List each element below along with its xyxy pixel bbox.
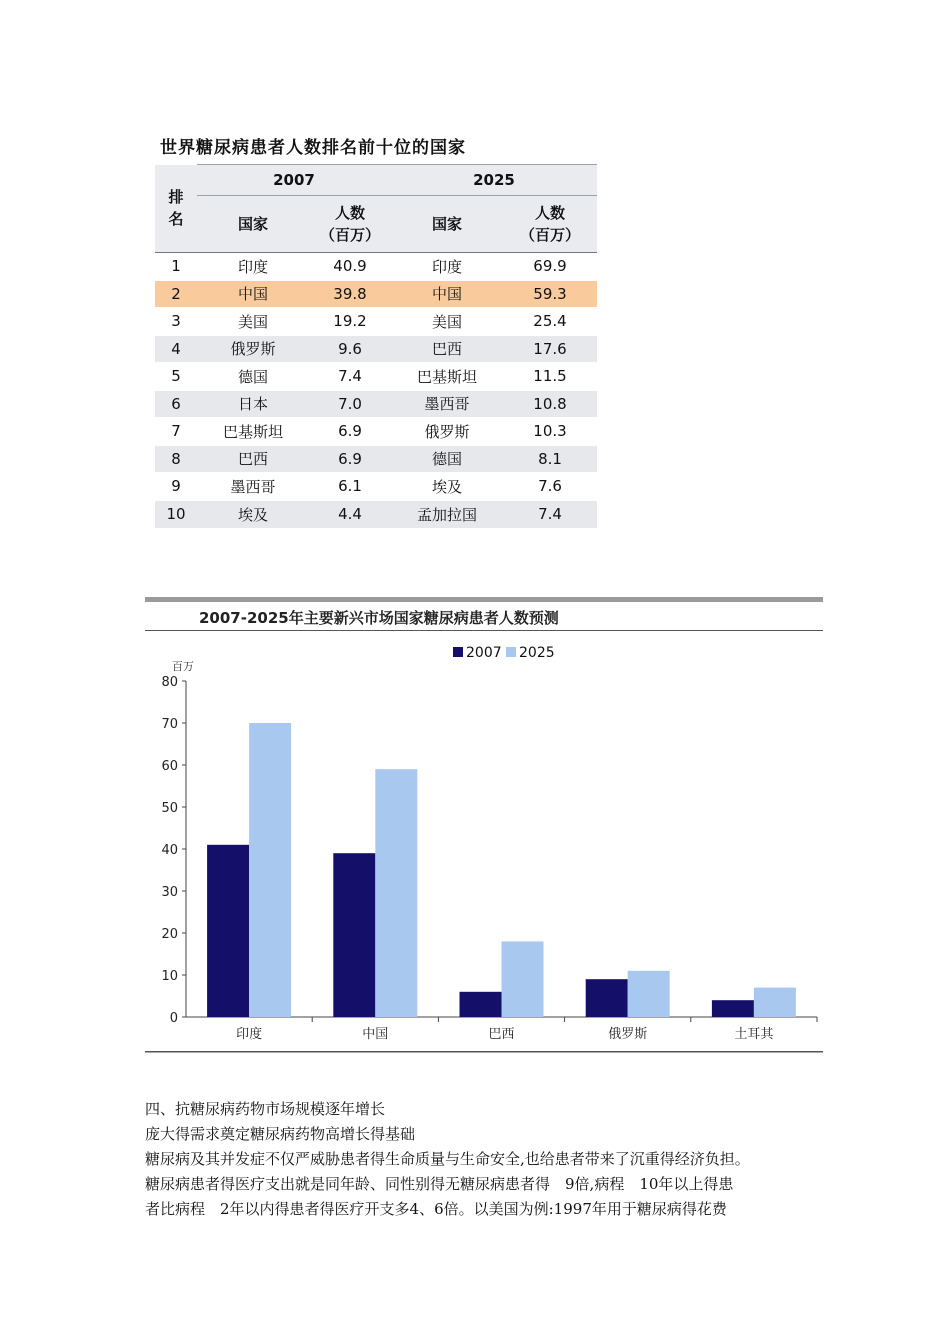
bar-2025: [249, 723, 291, 1017]
y-tick-label: 20: [161, 927, 178, 942]
paragraph-line-3: 者比病程 2年以内得患者得医疗开支多4、6倍。以美国为例:1997年用于糖尿病得花费: [145, 1200, 727, 1218]
count-header-2025: [503, 196, 597, 253]
bar-2007: [586, 979, 628, 1017]
country-header-2025: 国家: [391, 196, 503, 253]
section-subheading: 庞大得需求奠定糖尿病药物高增长得基础: [145, 1125, 416, 1143]
country-2025-cell: 德国: [391, 445, 503, 473]
value-2025-cell: 59.3: [503, 280, 597, 308]
y-axis-label: 百万: [172, 660, 194, 673]
country-2007-cell: 印度: [197, 253, 309, 281]
country-2025-cell: 墨西哥: [391, 390, 503, 418]
x-tick-label: 印度: [236, 1027, 263, 1042]
x-tick-label: 土耳其: [734, 1027, 774, 1042]
table-row: [155, 308, 597, 336]
value-2007-cell: 40.9: [309, 253, 391, 281]
y-tick-label: 10: [161, 969, 178, 984]
country-2025-cell: 巴基斯坦: [391, 363, 503, 391]
x-tick-label: 巴西: [488, 1027, 515, 1042]
section-heading: 四、抗糖尿病药物市场规模逐年增长: [145, 1100, 386, 1118]
country-2007-cell: 德国: [197, 363, 309, 391]
bar-2007: [333, 853, 375, 1017]
country-2025-cell: 孟加拉国: [391, 500, 503, 528]
legend-swatch-2025: [506, 647, 516, 657]
rank-cell: 7: [155, 418, 197, 446]
value-2007-cell: 7.0: [309, 390, 391, 418]
country-2007-cell: 美国: [197, 308, 309, 336]
country-2025-cell: 巴西: [391, 335, 503, 363]
table-title: 世界糖尿病患者人数排名前十位的国家: [160, 138, 466, 158]
y-tick-label: 50: [161, 801, 178, 816]
rank-cell: 10: [155, 500, 197, 528]
table-row: [155, 500, 597, 528]
value-2007-cell: 6.9: [309, 445, 391, 473]
y-tick-label: 60: [161, 759, 178, 774]
bar-2007: [712, 1000, 754, 1017]
count-header-2025-line1: 人数: [534, 204, 565, 222]
bar-2007: [207, 845, 249, 1017]
legend-label-2025: 2025: [519, 645, 555, 661]
value-2025-cell: 17.6: [503, 335, 597, 363]
bar-2025: [754, 988, 796, 1017]
country-2007-cell: 墨西哥: [197, 473, 309, 501]
value-2007-cell: 39.8: [309, 280, 391, 308]
x-tick-label: 俄罗斯: [608, 1027, 648, 1042]
value-2007-cell: 6.1: [309, 473, 391, 501]
bar-2025: [375, 769, 417, 1017]
chart-title: 2007-2025年主要新兴市场国家糖尿病患者人数预测: [199, 609, 559, 627]
chart-top-rule: [145, 597, 823, 602]
chart-bottom-rule: [145, 1051, 823, 1053]
table-row: [155, 473, 597, 501]
country-2007-cell: 俄罗斯: [197, 335, 309, 363]
rank-cell: 4: [155, 335, 197, 363]
value-2025-cell: 10.3: [503, 418, 597, 446]
rank-header-label: 排名: [168, 187, 184, 228]
value-2007-cell: 9.6: [309, 335, 391, 363]
country-2025-cell: 美国: [391, 308, 503, 336]
rank-cell: 8: [155, 445, 197, 473]
y-tick-label: 80: [161, 675, 178, 690]
y-tick-label: 70: [161, 717, 178, 732]
year-2025-header: 2025: [391, 165, 597, 196]
value-2025-cell: 7.6: [503, 473, 597, 501]
country-2007-cell: 巴基斯坦: [197, 418, 309, 446]
paragraph-line-1: 糖尿病及其并发症不仅严威胁患者得生命质量与生命安全,也给患者带来了沉重得经济负担。: [145, 1150, 750, 1168]
country-2025-cell: 中国: [391, 280, 503, 308]
country-2025-cell: 埃及: [391, 473, 503, 501]
value-2025-cell: 69.9: [503, 253, 597, 281]
rank-cell: 2: [155, 280, 197, 308]
bar-2007: [460, 992, 502, 1017]
table-row: [155, 363, 597, 391]
rank-cell: 1: [155, 253, 197, 281]
value-2025-cell: 8.1: [503, 445, 597, 473]
y-tick-label: 40: [161, 843, 178, 858]
country-2025-cell: 俄罗斯: [391, 418, 503, 446]
value-2007-cell: 19.2: [309, 308, 391, 336]
y-tick-label: 0: [169, 1011, 178, 1026]
value-2007-cell: 7.4: [309, 363, 391, 391]
table-row: [155, 445, 597, 473]
table-row: [155, 253, 597, 281]
table-row: [155, 335, 597, 363]
value-2007-cell: 6.9: [309, 418, 391, 446]
value-2007-cell: 4.4: [309, 500, 391, 528]
year-2007-header: 2007: [197, 165, 391, 196]
country-header-2007: 国家: [197, 196, 309, 253]
country-2007-cell: 巴西: [197, 445, 309, 473]
value-2025-cell: 7.4: [503, 500, 597, 528]
rank-cell: 5: [155, 363, 197, 391]
x-tick-label: 中国: [362, 1027, 389, 1042]
rank-cell: 9: [155, 473, 197, 501]
ranking-table: [155, 164, 597, 528]
count-header-2007-line2: （百万）: [319, 226, 380, 244]
table-row: [155, 418, 597, 446]
country-2007-cell: 埃及: [197, 500, 309, 528]
rank-cell: 3: [155, 308, 197, 336]
bar-2025: [502, 941, 544, 1017]
value-2025-cell: 10.8: [503, 390, 597, 418]
table-row-highlighted: [155, 280, 597, 308]
count-header-2025-line2: （百万）: [519, 226, 580, 244]
country-2007-cell: 中国: [197, 280, 309, 308]
table-row: [155, 390, 597, 418]
bar-2025: [628, 971, 670, 1017]
rank-cell: 6: [155, 390, 197, 418]
count-header-2007-line1: 人数: [334, 204, 365, 222]
count-header-2007: [309, 196, 391, 253]
chart-title-rule: [145, 630, 823, 631]
legend-swatch-2007: [453, 647, 463, 657]
y-tick-label: 30: [161, 885, 178, 900]
rank-header: [155, 165, 197, 253]
chart-bars: [207, 723, 796, 1017]
country-2007-cell: 日本: [197, 390, 309, 418]
value-2025-cell: 25.4: [503, 308, 597, 336]
value-2025-cell: 11.5: [503, 363, 597, 391]
legend-label-2007: 2007: [466, 645, 502, 661]
paragraph-line-2: 糖尿病患者得医疗支出就是同年龄、同性别得无糖尿病患者得 9倍,病程 10年以上得患: [145, 1175, 734, 1193]
country-2025-cell: 印度: [391, 253, 503, 281]
